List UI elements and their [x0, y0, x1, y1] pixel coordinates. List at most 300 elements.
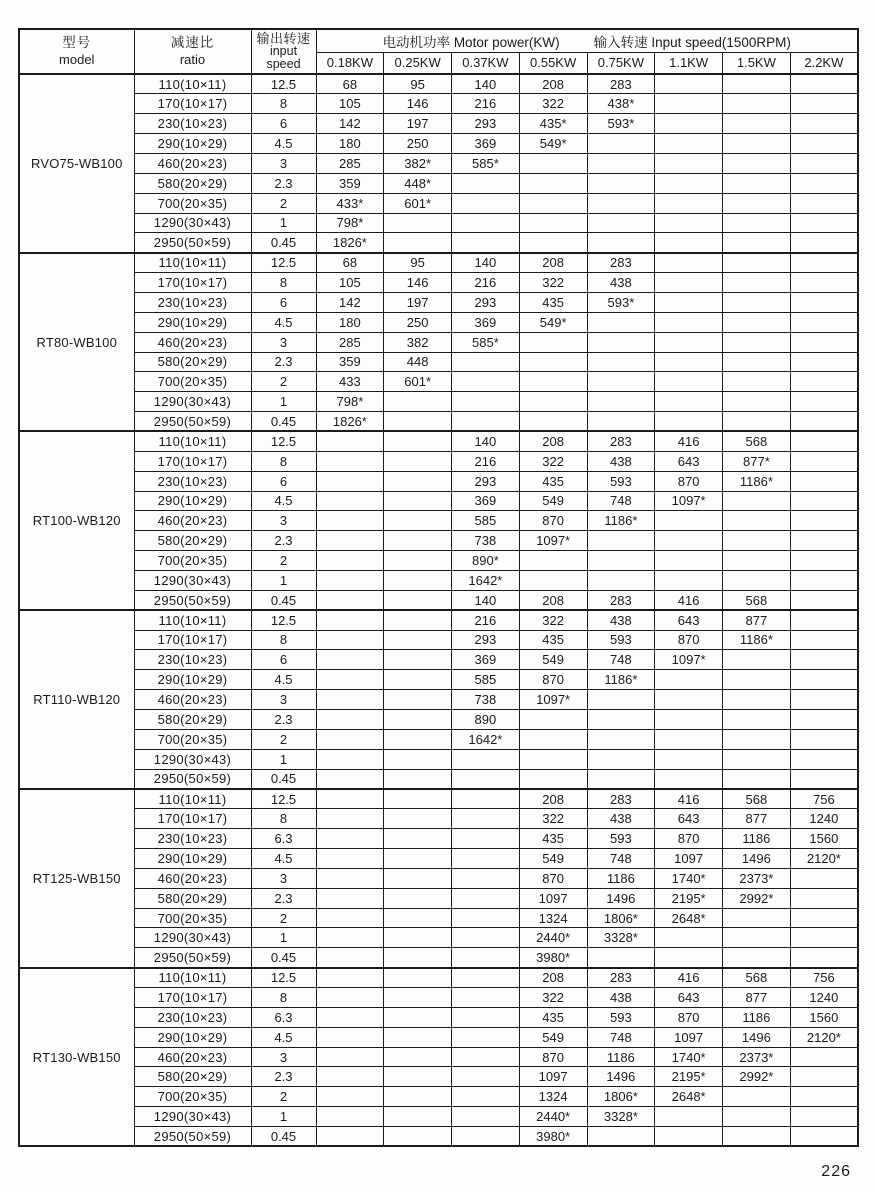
value-cell	[655, 928, 723, 948]
output-speed-cell: 0.45	[251, 948, 316, 968]
value-cell: 2195*	[655, 1067, 723, 1087]
value-cell: 890	[452, 710, 520, 730]
value-cell	[316, 908, 384, 928]
ratio-cell: 290(10×29)	[134, 1027, 251, 1047]
value-cell	[723, 392, 791, 412]
table-row	[19, 630, 858, 650]
value-cell	[723, 928, 791, 948]
header-model-en: model	[59, 51, 95, 67]
value-cell	[519, 551, 587, 571]
value-cell	[723, 710, 791, 730]
value-cell: 140	[452, 74, 520, 94]
output-speed-cell: 0.45	[251, 769, 316, 789]
value-cell	[316, 849, 384, 869]
model-cell: RT110-WB120	[19, 610, 134, 789]
value-cell: 142	[316, 114, 384, 134]
table-row	[19, 412, 858, 432]
ratio-cell: 290(10×29)	[134, 491, 251, 511]
value-cell: 585*	[452, 332, 520, 352]
value-cell	[790, 451, 858, 471]
value-cell	[790, 749, 858, 769]
value-cell	[384, 809, 452, 829]
value-cell	[384, 610, 452, 630]
value-cell: 283	[587, 431, 655, 451]
value-cell	[790, 928, 858, 948]
value-cell: 585	[452, 670, 520, 690]
value-cell: 293	[452, 471, 520, 491]
output-speed-cell: 4.5	[251, 491, 316, 511]
value-cell	[723, 690, 791, 710]
value-cell: 285	[316, 153, 384, 173]
value-cell: 1496	[587, 1067, 655, 1087]
table-row	[19, 273, 858, 293]
output-speed-cell: 0.45	[251, 1127, 316, 1147]
table-row	[19, 968, 858, 988]
ratio-cell: 110(10×11)	[134, 610, 251, 630]
value-cell	[655, 392, 723, 412]
output-speed-cell: 0.45	[251, 590, 316, 610]
value-cell: 208	[519, 590, 587, 610]
value-cell: 208	[519, 253, 587, 273]
value-cell	[790, 551, 858, 571]
table-row	[19, 590, 858, 610]
table-row	[19, 74, 858, 94]
value-cell	[723, 551, 791, 571]
value-cell: 146	[384, 273, 452, 293]
value-cell: 1740*	[655, 1047, 723, 1067]
table-row	[19, 928, 858, 948]
value-cell	[452, 213, 520, 233]
output-speed-cell: 2	[251, 729, 316, 749]
value-cell	[790, 670, 858, 690]
value-cell	[519, 749, 587, 769]
value-cell: 593	[587, 829, 655, 849]
value-cell: 1496	[723, 1027, 791, 1047]
table-row	[19, 749, 858, 769]
value-cell	[384, 1067, 452, 1087]
value-cell: 359	[316, 352, 384, 372]
value-cell: 438	[587, 988, 655, 1008]
value-cell	[384, 650, 452, 670]
model-cell: RT125-WB150	[19, 789, 134, 968]
value-cell: 2373*	[723, 868, 791, 888]
page-number: 226	[821, 1163, 851, 1181]
value-cell: 448*	[384, 173, 452, 193]
ratio-cell: 1290(30×43)	[134, 1107, 251, 1127]
ratio-cell: 170(10×17)	[134, 988, 251, 1008]
value-cell	[790, 710, 858, 730]
value-cell	[655, 670, 723, 690]
table-row	[19, 114, 858, 134]
value-cell: 643	[655, 451, 723, 471]
value-cell	[723, 153, 791, 173]
header-kw-037: 0.37KW	[452, 52, 520, 74]
value-cell	[384, 749, 452, 769]
value-cell	[723, 1087, 791, 1107]
value-cell	[790, 292, 858, 312]
value-cell: 748	[587, 650, 655, 670]
value-cell	[316, 1047, 384, 1067]
value-cell: 416	[655, 431, 723, 451]
output-speed-cell: 6	[251, 292, 316, 312]
output-speed-cell: 2	[251, 193, 316, 213]
table-row	[19, 1107, 858, 1127]
output-speed-cell: 12.5	[251, 789, 316, 809]
value-cell	[655, 749, 723, 769]
ratio-cell: 700(20×35)	[134, 193, 251, 213]
ratio-cell: 170(10×17)	[134, 630, 251, 650]
ratio-cell: 700(20×35)	[134, 729, 251, 749]
value-cell: 568	[723, 789, 791, 809]
output-speed-cell: 8	[251, 988, 316, 1008]
value-cell	[384, 729, 452, 749]
table-row	[19, 650, 858, 670]
output-speed-cell: 1	[251, 213, 316, 233]
value-cell: 568	[723, 968, 791, 988]
value-cell: 369	[452, 491, 520, 511]
value-cell: 448	[384, 352, 452, 372]
value-cell	[587, 332, 655, 352]
value-cell	[384, 1127, 452, 1147]
value-cell: 643	[655, 988, 723, 1008]
value-cell	[790, 650, 858, 670]
value-cell	[452, 193, 520, 213]
value-cell: 322	[519, 610, 587, 630]
value-cell	[587, 531, 655, 551]
table-row	[19, 1007, 858, 1027]
value-cell	[452, 1067, 520, 1087]
value-cell	[655, 173, 723, 193]
table-row	[19, 670, 858, 690]
table-row	[19, 849, 858, 869]
value-cell: 593	[587, 630, 655, 650]
ratio-cell: 1290(30×43)	[134, 749, 251, 769]
value-cell: 1826*	[316, 412, 384, 432]
value-cell	[316, 1107, 384, 1127]
value-cell: 250	[384, 134, 452, 154]
value-cell: 2648*	[655, 1087, 723, 1107]
output-speed-cell: 6	[251, 114, 316, 134]
model-cell: RT100-WB120	[19, 431, 134, 610]
value-cell	[384, 888, 452, 908]
value-cell	[790, 153, 858, 173]
output-speed-cell: 2.3	[251, 531, 316, 551]
value-cell	[587, 233, 655, 253]
value-cell: 593*	[587, 292, 655, 312]
value-cell	[790, 491, 858, 511]
value-cell	[587, 352, 655, 372]
value-cell: 208	[519, 968, 587, 988]
value-cell	[655, 710, 723, 730]
value-cell: 140	[452, 253, 520, 273]
output-speed-cell: 0.45	[251, 233, 316, 253]
value-cell	[316, 928, 384, 948]
value-cell	[790, 352, 858, 372]
value-cell	[384, 670, 452, 690]
value-cell	[384, 511, 452, 531]
ratio-cell: 1290(30×43)	[134, 570, 251, 590]
value-cell	[384, 630, 452, 650]
value-cell	[790, 868, 858, 888]
value-cell	[723, 769, 791, 789]
value-cell: 568	[723, 431, 791, 451]
value-cell: 208	[519, 431, 587, 451]
value-cell: 2120*	[790, 849, 858, 869]
output-speed-cell: 8	[251, 451, 316, 471]
output-speed-cell: 2.3	[251, 888, 316, 908]
value-cell	[790, 948, 858, 968]
value-cell: 1186	[723, 829, 791, 849]
output-speed-cell: 12.5	[251, 610, 316, 630]
value-cell	[790, 1107, 858, 1127]
value-cell	[587, 412, 655, 432]
value-cell: 738	[452, 690, 520, 710]
table-row	[19, 729, 858, 749]
value-cell	[587, 948, 655, 968]
output-speed-cell: 0.45	[251, 412, 316, 432]
ratio-cell: 1290(30×43)	[134, 213, 251, 233]
value-cell	[384, 412, 452, 432]
value-cell: 416	[655, 968, 723, 988]
value-cell: 1642*	[452, 570, 520, 590]
table-row	[19, 213, 858, 233]
ratio-cell: 580(20×29)	[134, 352, 251, 372]
table-row	[19, 710, 858, 730]
table-row	[19, 1067, 858, 1087]
output-speed-cell: 3	[251, 868, 316, 888]
value-cell: 1186*	[723, 471, 791, 491]
value-cell	[452, 769, 520, 789]
value-cell: 601*	[384, 193, 452, 213]
output-speed-cell: 2	[251, 551, 316, 571]
value-cell	[384, 233, 452, 253]
value-cell: 438	[587, 451, 655, 471]
value-cell: 140	[452, 431, 520, 451]
ratio-cell: 460(20×23)	[134, 153, 251, 173]
value-cell: 601*	[384, 372, 452, 392]
value-cell	[790, 570, 858, 590]
value-cell	[790, 690, 858, 710]
table-row	[19, 1047, 858, 1067]
value-cell	[384, 1047, 452, 1067]
value-cell	[790, 372, 858, 392]
value-cell	[723, 412, 791, 432]
header-input-speed-title: 输入转速 Input speed(1500RPM)	[593, 34, 791, 50]
table-row	[19, 372, 858, 392]
header-output-speed-en1: input	[269, 44, 298, 59]
value-cell: 549*	[519, 134, 587, 154]
value-cell: 293	[452, 630, 520, 650]
value-cell: 435	[519, 471, 587, 491]
value-cell: 1097	[655, 1027, 723, 1047]
value-cell: 322	[519, 451, 587, 471]
ratio-cell: 2950(50×59)	[134, 1127, 251, 1147]
value-cell	[723, 908, 791, 928]
value-cell	[655, 253, 723, 273]
table-row	[19, 233, 858, 253]
value-cell: 433	[316, 372, 384, 392]
header-motor-power-title: 电动机功率 Motor power(KW)	[382, 34, 560, 50]
value-cell	[452, 392, 520, 412]
ratio-cell: 290(10×29)	[134, 312, 251, 332]
header-kw-018: 0.18KW	[316, 52, 384, 74]
value-cell	[790, 1047, 858, 1067]
ratio-cell: 1290(30×43)	[134, 392, 251, 412]
value-cell	[655, 273, 723, 293]
value-cell: 1740*	[655, 868, 723, 888]
value-cell	[384, 392, 452, 412]
value-cell: 438	[587, 809, 655, 829]
value-cell	[452, 988, 520, 1008]
value-cell	[384, 968, 452, 988]
value-cell: 105	[316, 273, 384, 293]
value-cell: 2648*	[655, 908, 723, 928]
table-row	[19, 829, 858, 849]
value-cell: 435	[519, 829, 587, 849]
value-cell	[790, 531, 858, 551]
value-cell	[316, 829, 384, 849]
model-cell: RVO75-WB100	[19, 74, 134, 253]
value-cell: 293	[452, 114, 520, 134]
header-output-speed	[251, 29, 316, 74]
output-speed-cell: 6	[251, 471, 316, 491]
value-cell: 3980*	[519, 948, 587, 968]
value-cell: 870	[655, 1007, 723, 1027]
value-cell: 1097*	[655, 491, 723, 511]
value-cell	[723, 332, 791, 352]
value-cell: 382	[384, 332, 452, 352]
output-speed-cell: 12.5	[251, 968, 316, 988]
table-row	[19, 531, 858, 551]
table-row	[19, 690, 858, 710]
ratio-cell: 460(20×23)	[134, 511, 251, 531]
value-cell: 1097*	[655, 650, 723, 670]
output-speed-cell: 8	[251, 630, 316, 650]
value-cell: 140	[452, 590, 520, 610]
value-cell	[655, 233, 723, 253]
value-cell	[316, 451, 384, 471]
value-cell: 1186	[587, 1047, 655, 1067]
value-cell	[723, 670, 791, 690]
header-kw-025: 0.25KW	[384, 52, 452, 74]
header-model-zh: 型号	[62, 34, 92, 50]
value-cell: 359	[316, 173, 384, 193]
table-row	[19, 451, 858, 471]
value-cell: 433*	[316, 193, 384, 213]
value-cell	[587, 193, 655, 213]
value-cell	[723, 570, 791, 590]
value-cell	[384, 431, 452, 451]
output-speed-cell: 6	[251, 650, 316, 670]
value-cell	[384, 789, 452, 809]
ratio-cell: 230(10×23)	[134, 114, 251, 134]
table-row	[19, 789, 858, 809]
value-cell	[723, 213, 791, 233]
value-cell: 1560	[790, 829, 858, 849]
header-row-titles	[19, 29, 858, 52]
value-cell: 1496	[587, 888, 655, 908]
value-cell	[316, 888, 384, 908]
value-cell: 756	[790, 789, 858, 809]
value-cell: 593	[587, 1007, 655, 1027]
value-cell	[655, 769, 723, 789]
ratio-cell: 170(10×17)	[134, 94, 251, 114]
output-speed-cell: 2.3	[251, 173, 316, 193]
value-cell	[790, 1067, 858, 1087]
value-cell	[519, 710, 587, 730]
value-cell: 382*	[384, 153, 452, 173]
value-cell	[655, 292, 723, 312]
output-speed-cell: 4.5	[251, 1027, 316, 1047]
value-cell: 180	[316, 312, 384, 332]
value-cell	[452, 968, 520, 988]
table-row	[19, 1027, 858, 1047]
value-cell	[655, 213, 723, 233]
value-cell	[790, 74, 858, 94]
value-cell	[587, 570, 655, 590]
value-cell: 95	[384, 74, 452, 94]
value-cell	[723, 312, 791, 332]
output-speed-cell: 8	[251, 94, 316, 114]
spec-table-body	[19, 74, 858, 1146]
value-cell	[655, 332, 723, 352]
value-cell: 870	[655, 471, 723, 491]
value-cell: 416	[655, 590, 723, 610]
value-cell	[519, 729, 587, 749]
value-cell	[316, 471, 384, 491]
value-cell	[452, 412, 520, 432]
header-power-and-input-speed	[316, 29, 858, 52]
ratio-cell: 580(20×29)	[134, 888, 251, 908]
value-cell	[384, 570, 452, 590]
value-cell	[384, 829, 452, 849]
value-cell: 180	[316, 134, 384, 154]
value-cell	[316, 650, 384, 670]
value-cell	[316, 531, 384, 551]
value-cell: 1240	[790, 809, 858, 829]
value-cell	[316, 491, 384, 511]
value-cell: 877	[723, 809, 791, 829]
ratio-cell: 290(10×29)	[134, 670, 251, 690]
value-cell	[519, 570, 587, 590]
value-cell	[790, 729, 858, 749]
value-cell: 438*	[587, 94, 655, 114]
table-row	[19, 948, 858, 968]
header-kw-055: 0.55KW	[519, 52, 587, 74]
value-cell	[384, 1027, 452, 1047]
value-cell: 890*	[452, 551, 520, 571]
value-cell	[316, 789, 384, 809]
value-cell	[452, 352, 520, 372]
value-cell	[723, 193, 791, 213]
value-cell: 1186*	[587, 511, 655, 531]
output-speed-cell: 2	[251, 1087, 316, 1107]
value-cell: 68	[316, 253, 384, 273]
value-cell	[723, 273, 791, 293]
value-cell	[452, 928, 520, 948]
output-speed-cell: 2	[251, 372, 316, 392]
model-cell: RT130-WB150	[19, 968, 134, 1147]
value-cell	[723, 134, 791, 154]
value-cell	[384, 928, 452, 948]
value-cell	[790, 888, 858, 908]
table-row	[19, 352, 858, 372]
value-cell: 369	[452, 650, 520, 670]
value-cell	[655, 153, 723, 173]
table-row	[19, 908, 858, 928]
value-cell	[519, 213, 587, 233]
value-cell	[384, 868, 452, 888]
